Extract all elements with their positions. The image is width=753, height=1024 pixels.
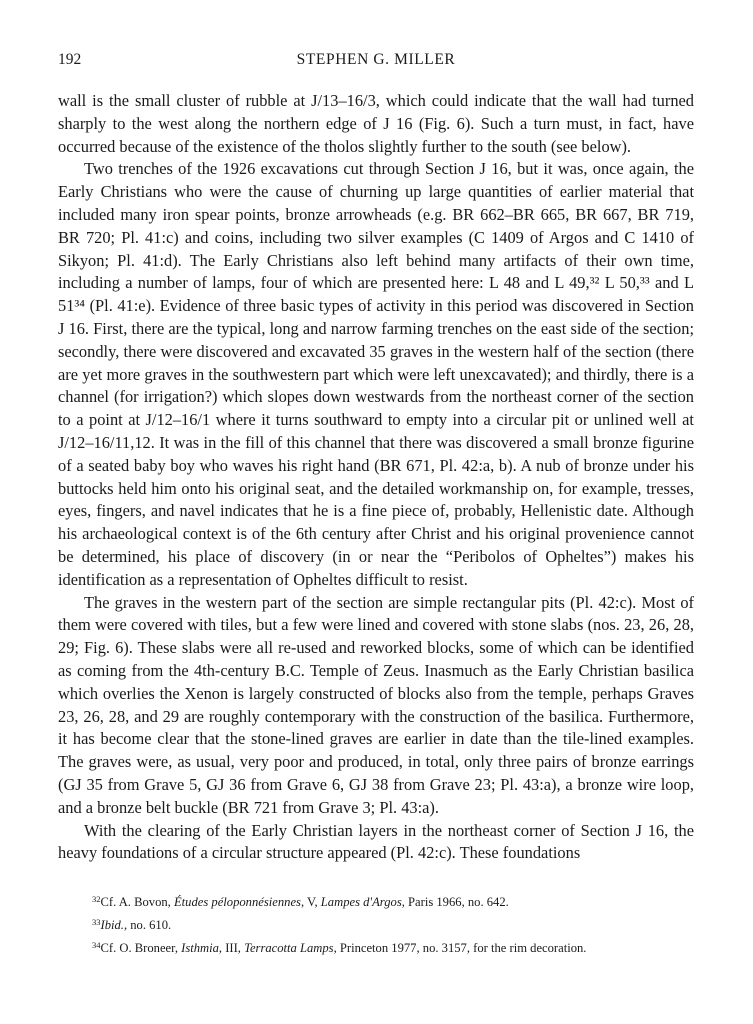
footnote-title: Terracotta Lamps <box>244 941 334 955</box>
paragraph-foundations: With the clearing of the Early Christian layers in the northeast corner of Section J 16, the heavy foundations of a circular structure appeared (Pl. 42:c). These foundations <box>58 820 694 863</box>
footnote-text: , Princeton 1977, no. 3157, for the rim decoration. <box>333 941 587 955</box>
running-head <box>58 48 694 72</box>
page <box>58 48 694 865</box>
footnote-title: Isthmia <box>181 941 219 955</box>
running-head-author: STEPHEN G. MILLER <box>296 51 456 68</box>
paragraph-graves: The graves in the western part of the section are simple rectangular pits (Pl. 42:c). Most of them were covered with tiles, but a few were lined and covered with stone slabs (nos. 23, 26, 28, 29; Fig. 6). These slabs were all re-used and reworked blocks, some of which can be identified as coming from the 4th-century B.C. Temple of Zeus. Inasmuch as the Early Christian basilica which overlies the Xenon is largely constructed of blocks also from the temple, perhaps Graves 23, 26, 28, and 29 are roughly contemporary with the construction of the basilica. Furthermore, it has become clear that the stone-lined graves are earlier in date than the tile-lined examples. The graves were, as usual, very poor and produced, in total, only three pairs of bronze earrings (GJ 35 from Grave 5, GJ 36 from Grave 6, GJ 38 from Grave 23; Pl. 43:a), a bronze wire loop, and a bronze belt buckle (BR 721 from Grave 3; Pl. 43:a). <box>58 592 694 817</box>
footnote-33 <box>92 912 692 935</box>
footnote-title: Lampes d'Argos <box>320 895 402 909</box>
footnote-text: Cf. A. Bovon, <box>100 895 174 909</box>
footnote-number: 32 <box>92 894 101 904</box>
paragraph-trenches: Two trenches of the 1926 excavations cut through Section J 16, but it was, once again, the Early Christians who were the cause of churning up large quantities of earlier material that included many iron spear points, bronze arrowheads (e.g. BR 662–BR 665, BR 667, BR 719, BR 720; Pl. 41:c) and coins, including two silver examples (C 1409 of Argos and C 1410 of Sikyon; Pl. 41:d). The Early Christians also left behind many artifacts of their own time, including a number of lamps, four of which are presented here: L 48 and L 49,³² L 50,³³ and L 51³⁴ (Pl. 41:e). Evidence of three basic types of activity in this period was discovered in Section J 16. First, there are the typical, long and narrow farming trenches on the east side of the section; secondly, there were discovered and excavated 35 graves in the western half of the section (there are yet more graves in the southwestern part which were left unexcavated); and thirdly, there is a channel (for irrigation?) which slopes down westwards from the northeast corner of the section to a point at J/12–16/1 where it turns southward to empty into a circular pit or unlined well at J/12–16/11,12. It was in the fill of this channel that there was discovered a small bronze figurine of a seated baby boy who waves his right hand (BR 671, Pl. 42:a, b). A nub of bronze under his buttocks held him onto his original seat, and the detailed workmanship on, for example, tresses, eyes, fingers, and navel indicates that he is a fine piece of, probably, Hellenistic date. Although his archaeological context is of the 6th century after Christ and his original provenience cannot be determined, his place of discovery (in or near the “Peribolos of Opheltes”) makes his identification as a representation of Opheltes difficult to resist. <box>58 159 694 589</box>
page-number: 192 <box>58 51 82 68</box>
footnote-text: , III, <box>218 941 245 955</box>
paragraph-continuation: wall is the small cluster of rubble at J/13–16/3, which could indicate that the wall had turned sharply to the west along the northern edge of J 16 (Fig. 6). Such a turn must, in fact, have occurred because of the existence of the tholos slightly further to the south (see below). <box>58 91 694 156</box>
body-text <box>58 90 694 865</box>
footnote-number: 33 <box>92 917 101 927</box>
footnote-text: , no. 610. <box>123 918 172 932</box>
footnote-text: Cf. O. Broneer, <box>100 941 182 955</box>
footnote-title: Ibid. <box>100 918 124 932</box>
footnote-32 <box>92 889 692 912</box>
footnote-number: 34 <box>92 940 101 950</box>
footnote-text: , Paris 1966, no. 642. <box>401 895 509 909</box>
footnote-34 <box>92 935 692 958</box>
footnote-title: Études péloponnésiennes <box>173 895 301 909</box>
footnotes <box>92 889 692 958</box>
footnote-text: , V, <box>300 895 321 909</box>
